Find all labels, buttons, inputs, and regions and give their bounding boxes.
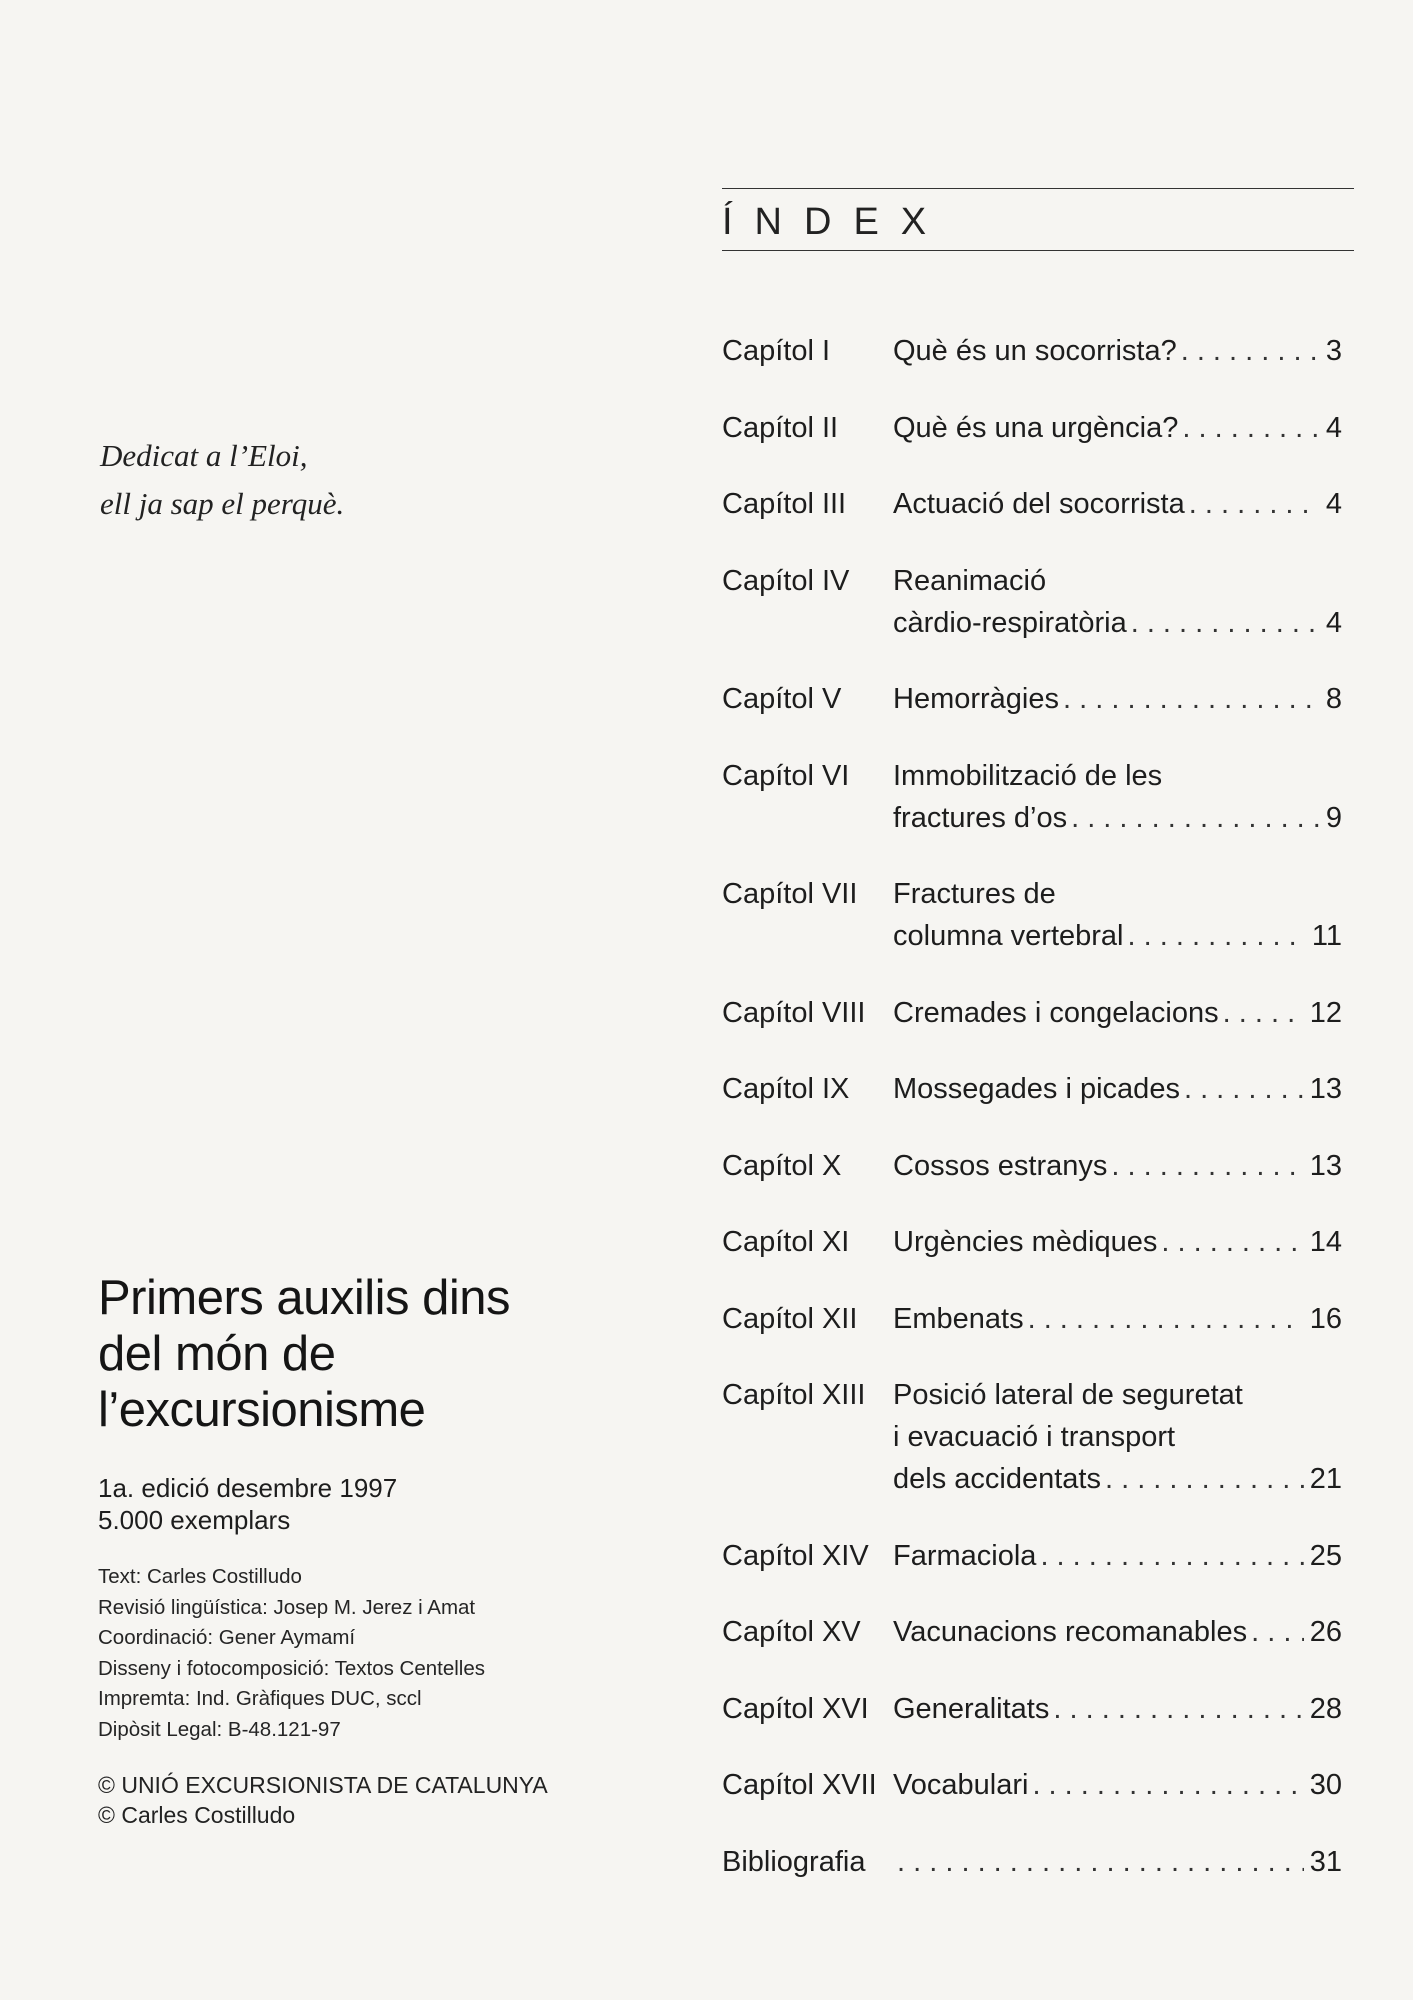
toc-entry-title: Urgències mèdiques	[893, 1226, 1158, 1258]
toc-entry-title: Cremades i congelacions	[893, 996, 1219, 1029]
copyright-notice	[98, 1770, 548, 1830]
dot-leader	[1111, 1145, 1303, 1187]
dot-leader	[1105, 1458, 1304, 1500]
book-title-line: del món de	[98, 1327, 336, 1381]
toc-entry-line	[893, 407, 1342, 449]
toc-chapter-label: Capítol V	[722, 683, 842, 715]
toc-entry-title: columna vertebral	[893, 920, 1124, 952]
credit-line: Coordinació: Gener Aymamí	[98, 1626, 356, 1649]
toc-entry-line	[893, 1298, 1342, 1340]
toc-entry-body	[893, 1764, 1342, 1806]
toc-page-number: 26	[1309, 1616, 1342, 1648]
toc-page-number: 4	[1325, 488, 1342, 520]
credit-line: Revisió lingüística: Josep M. Jerez i Amat	[98, 1595, 476, 1619]
dot-leader	[1040, 1535, 1303, 1577]
toc-entry-title: Actuació del socorrista	[893, 488, 1185, 520]
toc-entry-title-line: Posició lateral de seguretat	[893, 1379, 1243, 1411]
toc-entry-body	[893, 1374, 1342, 1500]
toc-entry-line	[893, 330, 1342, 372]
dot-leader	[1181, 330, 1320, 372]
credit-line: Disseny i fotocomposició: Textos Centelles	[98, 1656, 486, 1680]
book-title-line: Primers auxilis dins	[98, 1271, 511, 1325]
toc-chapter-label: Bibliografia	[722, 1845, 866, 1878]
toc-page-number: 9	[1325, 801, 1342, 834]
toc-page-number: 11	[1311, 920, 1342, 952]
toc-entry-title: Què és un socorrista?	[893, 335, 1177, 367]
credit-line: Dipòsit Legal: B-48.121-97	[98, 1717, 341, 1741]
toc-chapter-label: Capítol XV	[722, 1616, 861, 1648]
toc-entry-body	[893, 1611, 1342, 1653]
dot-leader	[1032, 1764, 1303, 1806]
toc-page-number: 13	[1309, 1073, 1342, 1105]
dot-leader	[1131, 602, 1320, 644]
dot-leader	[1128, 915, 1306, 957]
dot-leader	[897, 1841, 1304, 1883]
toc-chapter-label: Capítol XII	[722, 1302, 858, 1335]
edition-info	[98, 1472, 397, 1536]
toc-chapter-label: Capítol IV	[722, 564, 850, 597]
toc-chapter-label: Capítol XI	[722, 1226, 850, 1258]
toc-entry-line	[893, 1535, 1342, 1577]
toc-chapter-label: Capítol VIII	[722, 996, 866, 1029]
book-title	[98, 1270, 618, 1438]
toc-entry-title: Generalitats	[893, 1692, 1050, 1725]
index-header	[722, 188, 1354, 251]
toc-entry-body	[893, 992, 1342, 1034]
toc-entry-line	[893, 1068, 1342, 1110]
toc-entry-body	[893, 483, 1342, 525]
toc-entry-line	[893, 915, 1342, 957]
toc-entry-title-line: Reanimació	[893, 564, 1047, 597]
dot-leader	[1182, 407, 1319, 449]
edition-copies: 5.000 exemplars	[98, 1505, 291, 1535]
toc-entry-line	[893, 1688, 1342, 1730]
credit-line: Impremta: Ind. Gràfiques DUC, sccl	[98, 1687, 422, 1710]
toc-page-number: 13	[1309, 1149, 1342, 1182]
toc-entry-body	[893, 1221, 1342, 1263]
toc-entry-title: Hemorràgies	[893, 683, 1059, 715]
toc-page-number: 12	[1309, 996, 1342, 1029]
toc-chapter-label: Capítol XIII	[722, 1379, 866, 1411]
toc-entry-title: Vocabulari	[893, 1769, 1029, 1801]
toc-entry-line	[893, 602, 1342, 644]
dot-leader	[1184, 1068, 1304, 1110]
toc-entry-title: Cossos estranys	[893, 1149, 1108, 1182]
toc-chapter-label: Capítol VI	[722, 759, 850, 792]
dot-leader	[1028, 1298, 1304, 1340]
toc-entry-title: dels accidentats	[893, 1463, 1101, 1495]
toc-entry-body	[893, 330, 1342, 372]
dot-leader	[1223, 992, 1304, 1034]
toc-entry-title: fractures d’os	[893, 801, 1068, 834]
toc-entry-body	[893, 1535, 1342, 1577]
dot-leader	[1189, 483, 1320, 525]
dedication-line: ell ja sap el perquè.	[100, 486, 345, 521]
toc-entry-line	[893, 1458, 1342, 1500]
toc-entry-line	[893, 992, 1342, 1034]
toc-chapter-label: Capítol II	[722, 411, 839, 444]
toc-chapter-label: Capítol I	[722, 335, 830, 367]
toc-entry-body	[893, 1688, 1342, 1730]
toc-page-number: 14	[1309, 1226, 1342, 1258]
toc-page-number: 3	[1325, 335, 1342, 367]
toc-entry-line	[893, 1145, 1342, 1187]
toc-entry-title-line: i evacuació i transport	[893, 1421, 1176, 1453]
dot-leader	[1071, 797, 1320, 839]
toc-entry-title-line: Fractures de	[893, 878, 1056, 910]
toc-chapter-label: Capítol IX	[722, 1073, 850, 1105]
toc-entry-line	[893, 1611, 1342, 1653]
toc-entry-body	[893, 1298, 1342, 1340]
toc-entry-line	[893, 1764, 1342, 1806]
toc-chapter-label: Capítol XIV	[722, 1539, 869, 1572]
toc-entry-title: Mossegades i picades	[893, 1073, 1180, 1105]
book-title-line: l’excursionisme	[98, 1383, 426, 1437]
toc-entry-title: Què és una urgència?	[893, 411, 1179, 444]
toc-entry-line	[893, 483, 1342, 525]
copyright-line: © UNIÓ EXCURSIONISTA DE CATALUNYA	[98, 1772, 548, 1798]
dot-leader	[1251, 1611, 1304, 1653]
index-title: ÍNDEX	[722, 201, 949, 243]
toc-entry-title-line: Immobilització de les	[893, 759, 1163, 792]
edition-date: 1a. edició desembre 1997	[98, 1473, 398, 1503]
toc-entry-body	[893, 873, 1342, 957]
toc-page-number: 4	[1325, 606, 1342, 639]
dedication	[100, 432, 344, 528]
toc-chapter-label: Capítol XVII	[722, 1769, 877, 1801]
toc-chapter-label: Capítol XVI	[722, 1692, 869, 1725]
toc-page-number: 21	[1309, 1463, 1342, 1495]
toc-entry-body	[893, 560, 1342, 644]
toc-entry-body	[893, 407, 1342, 449]
toc-entry-title: càrdio-respiratòria	[893, 606, 1127, 639]
toc-page-number: 30	[1309, 1769, 1342, 1801]
toc-page-number: 25	[1309, 1539, 1342, 1572]
toc-entry-line	[893, 678, 1342, 720]
toc-chapter-label: Capítol X	[722, 1149, 842, 1182]
toc-page-number: 4	[1325, 411, 1342, 444]
toc-page-number: 28	[1309, 1692, 1342, 1725]
toc-entry-line	[893, 1221, 1342, 1263]
toc-entry-title: Farmaciola	[893, 1539, 1037, 1572]
toc-entry-body	[893, 1145, 1342, 1187]
toc-entry-body	[893, 1068, 1342, 1110]
toc-entry-title: Vacunacions recomanables	[893, 1616, 1248, 1648]
dot-leader	[1053, 1688, 1303, 1730]
toc-chapter-label: Capítol III	[722, 488, 847, 520]
dot-leader	[1063, 678, 1320, 720]
dedication-line: Dedicat a l’Eloi,	[100, 438, 308, 473]
toc-page-number: 31	[1309, 1845, 1342, 1878]
credit-line: Text: Carles Costilludo	[98, 1565, 302, 1588]
dot-leader	[1161, 1221, 1303, 1263]
toc-chapter-label: Capítol VII	[722, 878, 858, 910]
credits	[98, 1562, 485, 1745]
toc-entry-line	[893, 797, 1342, 839]
toc-entry-line	[893, 1841, 1342, 1883]
toc-entry-body	[893, 678, 1342, 720]
toc-entry-body	[893, 1841, 1342, 1883]
toc-entry-title: Embenats	[893, 1302, 1024, 1335]
toc-page-number: 16	[1309, 1302, 1342, 1335]
index-bottom-rule	[722, 250, 1354, 251]
copyright-line: © Carles Costilludo	[98, 1802, 296, 1828]
toc-page-number: 8	[1325, 683, 1342, 715]
toc-entry-body	[893, 755, 1342, 839]
